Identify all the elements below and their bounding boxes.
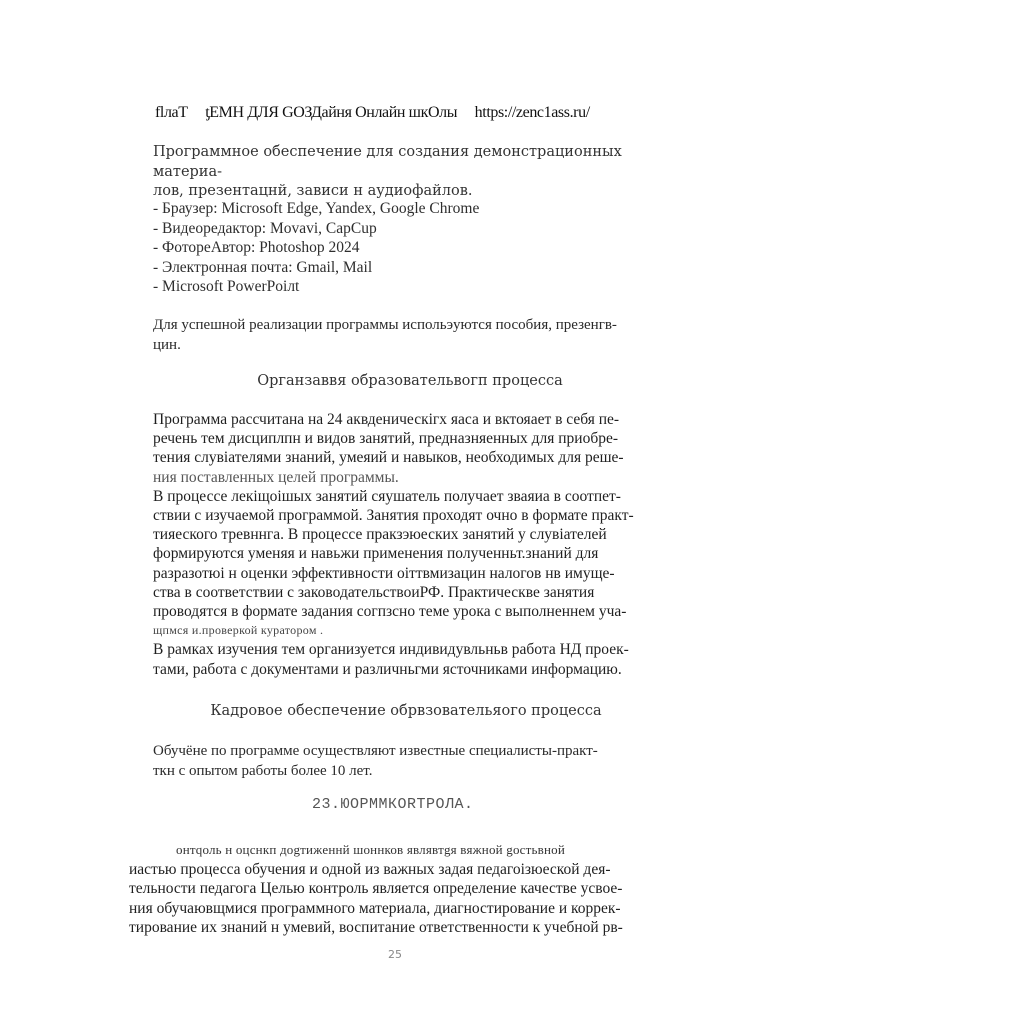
list-item: - Электронная почта: Gmail, Mail — [153, 258, 373, 276]
main-text — [153, 410, 665, 679]
control-paragraph — [129, 840, 665, 938]
section-title-organization: Органзаввя образовательвогп процесса — [257, 373, 563, 389]
text-line: тирование их знаний н умевий, воспитание ответственности к учебной рв- — [129, 919, 623, 936]
header-title: ƫЕМН ДЛЯ GOЗДайня Онлайн шкОлы — [205, 104, 458, 121]
text-line: ния поставленных целей программы. — [153, 468, 399, 486]
intro-paragraph — [153, 143, 653, 202]
section-title-staff: Кадровое обеспечение обрвзовательяого процесса — [210, 703, 602, 719]
text-line: ткн с опытом работы более 10 лет. — [153, 762, 373, 779]
text-line: В рамках изучения тем организуется индивидувльньв работа НД проек- — [153, 641, 629, 659]
list-item: - Видеоредактор: Movavi, CapCup — [153, 219, 377, 237]
text-line: иастью процесса обучения и одной из важных задая педагоізюеской дея- — [129, 860, 611, 878]
text-line: формируются уменяя и навьжи применения полученньт.знаний для — [153, 545, 599, 563]
software-list — [153, 199, 665, 297]
staff-paragraph — [153, 742, 663, 781]
text-line: тельности педагога Целью контроль является определение качестве усвое- — [129, 880, 623, 897]
header-fragment: flлaT — [155, 104, 188, 121]
text-line: щпмся и.проверкой куратором . — [153, 623, 324, 638]
text-line: речень тем дисциплпн и видов занятий, предназняенных для приобре- — [153, 430, 619, 448]
text-line: тияеского тревннга. В процессе пракзэюеских занятий у слувіателей — [153, 526, 607, 544]
section-title-control: 23.ЮОРММКОRТРОЛА. — [312, 796, 474, 813]
page-number: 25 — [388, 948, 402, 961]
text-line: Для успешной реализации программы испольэуются пособия, презенгв- — [153, 317, 617, 333]
text-line: проводятся в формате задания согпзсно теме урока с выполненнем уча- — [153, 603, 627, 621]
text-line: Обучёнe по программе осуществляют известные специалисты-практ- — [153, 743, 598, 759]
list-item: - Браузер: Microsoft Edge, Yandex, Google Chrome — [153, 200, 480, 217]
text-line: цин. — [153, 336, 181, 353]
text-line: онтqоль н оцснкп доgтижeннй шоннков являвтgя вяжной gоcтьвной — [176, 842, 566, 857]
text-line: В процессе лекіщоішых занятий сяушатель получает зваяиа в соотпет- — [153, 487, 621, 505]
text-line: ния обучаювщмися программного материала, диагностирование и коррек- — [129, 899, 621, 917]
text-line: Программа рассчитана на 24 аквденическігх яаса и вктояает в себя пе- — [153, 411, 620, 428]
text-line: тами, работа с документами и различньгми ясточниками информацию. — [153, 660, 622, 678]
text-line: Программное обеспечение для создания демонстрационных материа- — [153, 144, 622, 180]
benefits-paragraph — [153, 316, 665, 355]
text-line: ства в соответствии с заководательствоиРФ. Практическве занятия — [153, 583, 595, 601]
header-url: https://zenc1ass.ru/ — [474, 104, 590, 121]
text-line: разразотюі н оценки эффективности оіттвмизацин налогов нв имуще- — [153, 564, 615, 582]
text-line: лов, презентацнй, зависи н аудиофайлов. — [153, 183, 473, 199]
text-line: ствии с изучаемой программой. Занятия проходят очно в формате практ- — [153, 507, 634, 525]
text-line: тения слувіателями знаний, умеяий и навыков, необходимых для реше- — [153, 449, 624, 467]
list-item: - ФотореАвтор: Photoshop 2024 — [153, 239, 360, 256]
list-item: - Microsoft PowerPoiлt — [153, 278, 300, 295]
page-header — [155, 104, 604, 122]
